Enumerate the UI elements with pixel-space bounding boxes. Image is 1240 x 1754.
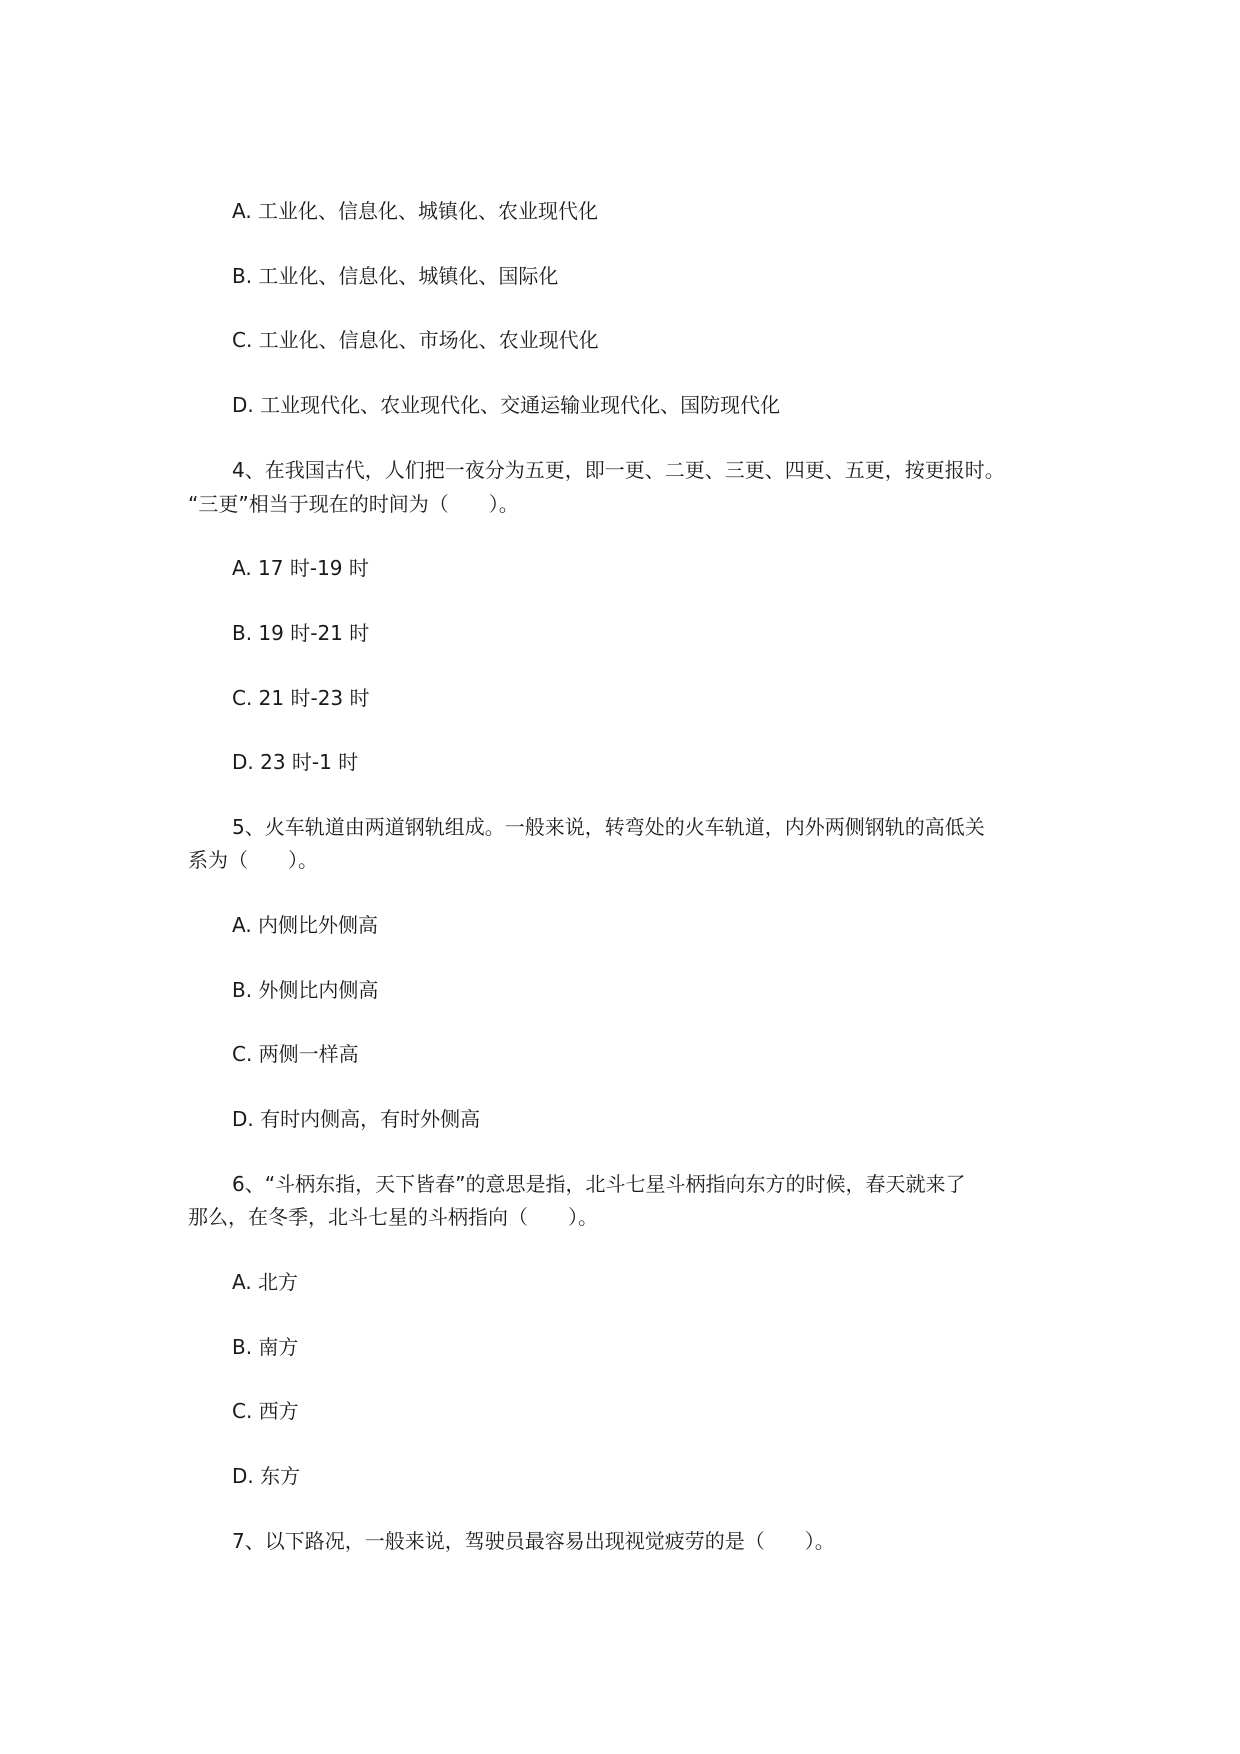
q4-text-line1: 4、在我国古代，人们把一夜分为五更，即一更、二更、三更、四更、五更，按更报时。 (232, 458, 1005, 482)
q7-text-line1: 7、以下路况，一般来说，驾驶员最容易出现视觉疲劳的是（ ）。 (232, 1529, 835, 1553)
q4-option-c: C. 21 时-23 时 (232, 686, 370, 710)
q5-option-b: B. 外侧比内侧高 (232, 978, 379, 1002)
q3-option-b: B. 工业化、信息化、城镇化、国际化 (232, 264, 559, 288)
q6-text-line1: 6、“斗柄东指，天下皆春”的意思是指，北斗七星斗柄指向东方的时候，春天就来了 (232, 1172, 966, 1196)
q6-option-c: C. 西方 (232, 1399, 299, 1423)
q3-option-c: C. 工业化、信息化、市场化、农业现代化 (232, 328, 599, 352)
q5-option-d: D. 有时内侧高，有时外侧高 (232, 1107, 481, 1131)
q5-text-line2: 系为（ ）。 (188, 848, 318, 872)
q6-option-d: D. 东方 (232, 1464, 301, 1488)
q5-text-line1: 5、火车轨道由两道钢轨组成。一般来说，转弯处的火车轨道，内外两侧钢轨的高低关 (232, 815, 985, 839)
q6-option-a: A. 北方 (232, 1270, 299, 1294)
q4-option-b: B. 19 时-21 时 (232, 621, 370, 645)
q3-option-a: A. 工业化、信息化、城镇化、农业现代化 (232, 199, 599, 223)
q4-option-a: A. 17 时-19 时 (232, 556, 369, 580)
q4-option-d: D. 23 时-1 时 (232, 750, 359, 774)
q3-option-d: D. 工业现代化、农业现代化、交通运输业现代化、国防现代化 (232, 393, 781, 417)
q6-text-line2: 那么，在冬季，北斗七星的斗柄指向（ ）。 (188, 1205, 598, 1229)
q5-option-a: A. 内侧比外侧高 (232, 913, 379, 937)
q6-option-b: B. 南方 (232, 1335, 299, 1359)
q4-text-line2: “三更”相当于现在的时间为（ ）。 (188, 492, 519, 516)
q5-option-c: C. 两侧一样高 (232, 1042, 359, 1066)
